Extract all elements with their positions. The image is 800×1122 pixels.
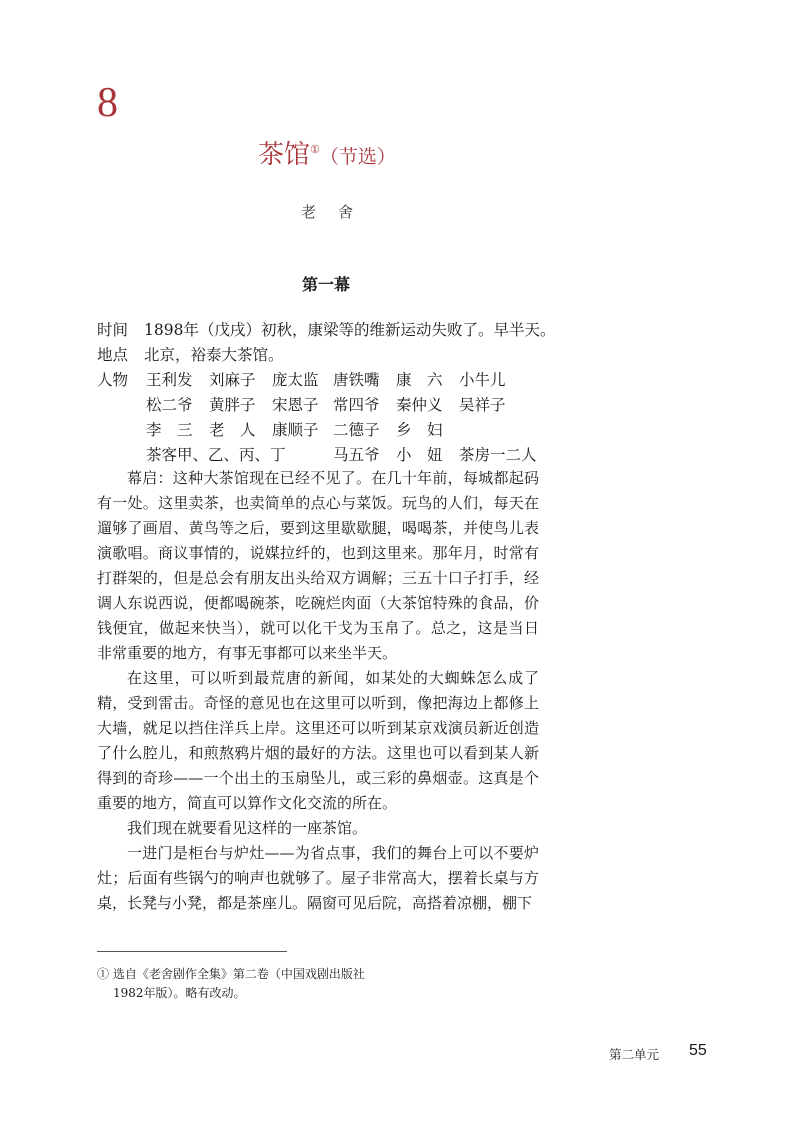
character-name: 茶客甲、乙、丙、丁	[146, 446, 286, 464]
author: 老舍	[301, 203, 376, 221]
character-name: 唐铁嘴	[333, 371, 380, 389]
page-title	[258, 142, 396, 168]
character-name: 小 妞	[396, 446, 443, 464]
page-number: 55	[689, 1042, 707, 1059]
character-name: 吴祥子	[459, 396, 506, 414]
character-name: 二德子	[333, 421, 380, 439]
place-label: 地点	[97, 346, 129, 364]
character-name: 黄胖子	[209, 396, 256, 414]
character-name: 康 六	[396, 371, 443, 389]
lesson-number: 8	[97, 80, 118, 126]
character-name: 茶房一二人	[459, 446, 537, 464]
place-text: 北京，裕泰大茶馆。	[144, 346, 284, 364]
character-name: 老 人	[209, 421, 256, 439]
character-name: 宋恩子	[272, 396, 319, 414]
footnote-marker: ①	[310, 143, 320, 156]
time-text: 1898年（戊戌）初秋，康梁等的维新运动失败了。早半天。	[144, 321, 556, 339]
place-row	[97, 348, 284, 364]
character-name: 李 三	[146, 421, 193, 439]
characters-label: 人物	[97, 371, 129, 389]
character-name: 常四爷	[333, 396, 380, 414]
stage-directions	[97, 466, 539, 916]
character-name: 秦仲义	[396, 396, 443, 414]
characters-row	[97, 373, 144, 389]
time-label: 时间	[97, 321, 129, 339]
character-name: 小牛儿	[459, 371, 506, 389]
paragraph: 幕启：这种大茶馆现在已经不见了。在几十年前，每城都起码有一处。这里卖茶，也卖简单的点心与菜饭。玩鸟的人们，每天在遛够了画眉、黄鸟等之后，要到这里歇歇腿，喝喝茶，并使鸟儿表演歌唱。商议事情的，说媒拉纤的，也到这里来。那年月，时常有打群架的，但是总会有朋友出头给双方调解；三五十口子打手，经调人东说西说，便都喝碗茶，吃碗烂肉面（大茶馆特殊的食品，价钱便宜，做起来快当），就可以化干戈为玉帛了。总之，这是当日非常重要的地方，有事无事都可以来坐半天。	[97, 469, 539, 662]
paragraph: 在这里，可以听到最荒唐的新闻，如某处的大蜘蛛怎么成了精，受到雷击。奇怪的意见也在这里可以听到，像把海边上都修上大墙，就足以挡住洋兵上岸。这里还可以听到某京戏演员新近创造了什么腔儿，和煎熬鸦片烟的最好的方法。这里也可以看到某人新得到的奇珍——一个出土的玉扇坠儿，或三彩的鼻烟壶。这真是个重要的地方，简直可以算作文化交流的所在。	[97, 669, 539, 812]
title-main: 茶馆	[258, 140, 311, 170]
footnote-line-2: 1982年版）。略有改动。	[113, 986, 246, 1000]
paragraph: 一进门是柜台与炉灶——为省点事，我们的舞台上可以不要炉灶；后面有些锅勺的响声也就够了。屋子非常高大，摆着长桌与方桌，长凳与小凳，都是茶座儿。隔窗可见后院，高搭着凉棚，棚下	[97, 844, 539, 912]
footnote-line-1: ① 选自《老舍剧作全集》第二卷（中国戏剧出版社	[97, 967, 365, 981]
act-heading: 第一幕	[302, 275, 351, 294]
character-name: 乡 妇	[396, 421, 443, 439]
footnote-divider	[97, 951, 287, 952]
unit-label: 第二单元	[609, 1047, 660, 1062]
character-name: 刘麻子	[209, 371, 256, 389]
title-subtitle: （节选）	[319, 146, 396, 168]
time-row	[97, 323, 555, 339]
character-name: 松二爷	[146, 396, 193, 414]
character-name: 康顺子	[272, 421, 319, 439]
character-name: 马五爷	[333, 446, 380, 464]
character-name: 王利发	[146, 371, 193, 389]
character-name: 庞太监	[272, 371, 319, 389]
paragraph: 我们现在就要看见这样的一座茶馆。	[127, 819, 368, 837]
